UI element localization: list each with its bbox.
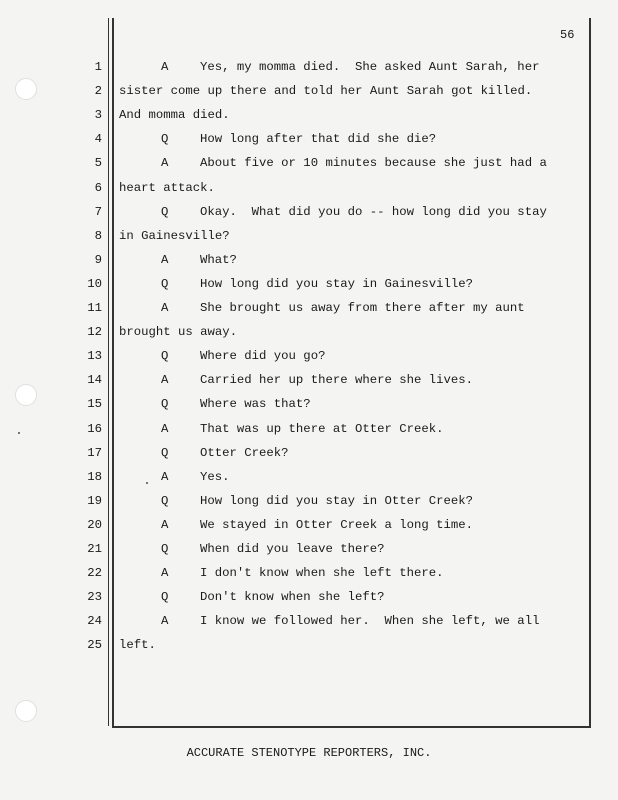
speaker-label: A [161,156,169,171]
line-number: 14 [87,373,102,388]
line-number: 2 [94,84,102,99]
line-number: 19 [87,493,102,508]
speaker-label: A [161,252,169,267]
transcript-line [0,181,618,205]
line-number: 5 [94,156,102,171]
line-text [119,229,230,243]
testimony-text: Okay. What did you do -- how long did you stay [200,204,547,219]
testimony-text: Yes. [200,469,230,484]
testimony-text: When did you leave there? [200,542,385,556]
testimony-text: We stayed in Otter Creek a long time. [200,517,474,532]
line-number: 3 [94,108,102,123]
speaker-label: A [161,60,169,74]
line-number: 20 [87,517,102,532]
line-number: 6 [94,180,102,195]
testimony-text: Yes, my momma died. She asked Aunt Sarah, her [200,60,540,74]
speaker-label: A [161,517,169,532]
line-number: 16 [87,421,102,436]
line-text [119,325,237,339]
transcript-line [0,132,618,156]
testimony-text: Carried her up there where she lives. [200,373,474,388]
line-number: 10 [87,276,102,291]
testimony-text: brought us away. [119,325,238,340]
testimony-text: How long did you stay in Gainesville? [200,276,474,291]
transcript-line [0,108,618,132]
footer-reporter: ACCURATE STENOTYPE REPORTERS, INC. [186,746,432,760]
speaker-label: A [161,469,169,484]
line-number: 4 [94,132,102,147]
line-number: 8 [94,228,102,243]
transcript-line [0,60,618,84]
speaker-label: A [161,614,169,629]
transcript-line [0,301,618,325]
transcript-line [0,566,618,590]
transcript-line [0,373,618,397]
page-number: 56 [560,28,575,42]
line-number: 9 [94,252,102,267]
line-text [119,84,532,98]
transcript-line [0,518,618,542]
line-number: 23 [87,590,102,605]
testimony-text: sister come up there and told her Aunt Sarah got killed. [119,84,533,99]
transcript-line [0,156,618,180]
transcript-line [0,614,618,638]
line-number: 1 [94,60,102,74]
speaker-label: Q [161,445,169,460]
transcript-line [0,542,618,566]
punch-hole [15,700,37,722]
speaker-label: Q [161,276,169,291]
testimony-text: Where was that? [200,397,311,412]
speaker-label: Q [161,590,169,605]
line-number: 17 [87,445,102,460]
speaker-label: A [161,566,169,581]
line-number: 7 [94,204,102,219]
transcript-line [0,446,618,470]
line-text [119,638,156,652]
line-number: 11 [87,301,102,315]
transcript-line [0,590,618,614]
speaker-label: A [161,421,169,436]
speaker-label: A [161,301,169,315]
speaker-label: Q [161,349,169,364]
line-number: 24 [87,614,102,629]
transcript-line [0,205,618,229]
transcript-line [0,494,618,518]
line-number: 21 [87,542,102,556]
testimony-text: About five or 10 minutes because she just had a [200,156,547,171]
line-number: 25 [87,638,102,653]
testimony-text: How long did you stay in Otter Creek? [200,493,474,508]
testimony-text: That was up there at Otter Creek. [200,421,444,436]
speaker-label: A [161,373,169,388]
testimony-text: Otter Creek? [200,445,289,460]
line-text [119,181,215,195]
transcript-line [0,325,618,349]
transcript-line [0,422,618,446]
testimony-text: She brought us away from there after my aunt [200,301,525,315]
testimony-text: What? [200,252,237,267]
transcript-line [0,638,618,662]
testimony-text: left. [119,638,156,653]
testimony-text: I don't know when she left there. [200,566,444,581]
line-number: 22 [87,566,102,581]
transcript-line [0,253,618,277]
testimony-text: Don't know when she left? [200,590,385,605]
line-number: 18 [87,469,102,484]
speaker-label: Q [161,397,169,412]
speaker-label: Q [161,493,169,508]
line-number: 13 [87,349,102,364]
testimony-text: Where did you go? [200,349,326,364]
speaker-label: Q [161,542,169,556]
testimony-text: heart attack. [119,180,215,195]
line-number: 12 [87,325,102,340]
transcript-line [0,229,618,253]
transcript-line [0,470,618,494]
transcript-line [0,277,618,301]
speaker-label: Q [161,132,169,147]
testimony-text: I know we followed her. When she left, we all [200,614,540,629]
line-text [119,108,230,122]
transcript-line [0,349,618,373]
line-number: 15 [87,397,102,412]
testimony-text: in Gainesville? [119,228,230,243]
transcript-line [0,397,618,421]
testimony-text: And momma died. [119,108,230,123]
testimony-text: How long after that did she die? [200,132,437,147]
speaker-label: Q [161,204,169,219]
transcript-line [0,84,618,108]
